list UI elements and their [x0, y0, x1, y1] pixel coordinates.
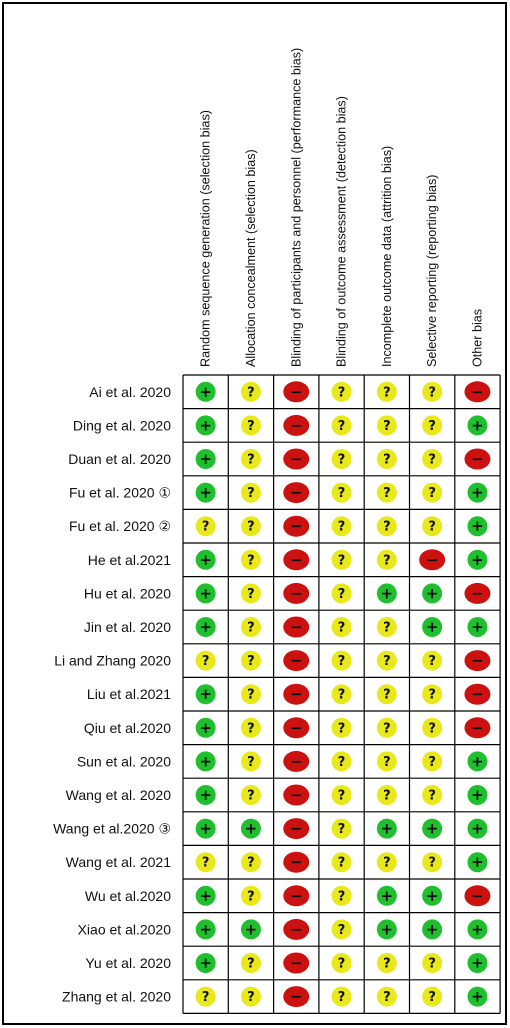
unclear-risk-symbol: ? [383, 721, 391, 737]
study-label: Sun et al. 2020 [76, 753, 171, 770]
rating-unclear-mark [241, 651, 261, 671]
unclear-risk-symbol: ? [383, 452, 391, 468]
rating-low-mark [377, 919, 397, 939]
rating-low-mark [467, 819, 487, 839]
rating-unclear-mark [332, 550, 352, 570]
high-risk-symbol: − [289, 483, 303, 502]
rating-unclear-mark [422, 684, 442, 704]
rating-unclear-mark [377, 415, 397, 435]
rating-low-mark [377, 583, 397, 603]
rating-unclear-mark [241, 617, 261, 637]
rating-unclear-mark [241, 415, 261, 435]
rating-unclear-mark [332, 516, 352, 536]
low-risk-symbol: + [244, 819, 258, 838]
unclear-risk-symbol: ? [428, 519, 436, 535]
rating-low-mark [467, 550, 487, 570]
rating-unclear-mark [241, 550, 261, 570]
rating-low-mark [467, 415, 487, 435]
low-risk-symbol: + [199, 954, 212, 972]
rating-low-mark [467, 919, 487, 939]
rating-unclear-mark [377, 987, 397, 1007]
high-risk-symbol: − [471, 382, 484, 401]
rating-unclear-mark [196, 852, 216, 872]
high-risk-symbol: − [471, 584, 484, 603]
unclear-risk-symbol: ? [383, 385, 391, 401]
unclear-risk-symbol: ? [247, 385, 255, 401]
unclear-risk-symbol: ? [247, 687, 255, 703]
rating-unclear-mark [241, 684, 261, 704]
unclear-risk-symbol: ? [247, 990, 255, 1006]
rating-low-mark [467, 751, 487, 771]
low-risk-symbol: + [471, 819, 484, 838]
rating-high-mark [283, 449, 309, 470]
study-label: Li and Zhang 2020 [54, 652, 171, 669]
high-risk-symbol: − [289, 752, 303, 771]
study-label: Ai et al. 2020 [89, 383, 171, 400]
unclear-risk-symbol: ? [383, 687, 391, 703]
unclear-risk-symbol: ? [337, 788, 346, 804]
low-risk-symbol: + [471, 987, 484, 1006]
rating-low-mark [467, 987, 487, 1007]
study-label: Fu et al. 2020 ② [68, 518, 171, 535]
unclear-risk-symbol: ? [383, 990, 391, 1006]
rating-high-mark [283, 650, 309, 671]
rating-unclear-mark [422, 718, 442, 738]
rating-high-mark [283, 381, 309, 402]
unclear-risk-symbol: ? [337, 385, 346, 401]
unclear-risk-symbol: ? [247, 889, 255, 905]
unclear-risk-symbol: ? [247, 452, 255, 468]
low-risk-symbol: + [380, 886, 394, 905]
rating-low-mark [196, 382, 216, 402]
rating-unclear-mark [377, 718, 397, 738]
low-risk-symbol: + [425, 618, 439, 636]
high-risk-symbol: − [289, 618, 303, 636]
column-header-3: Blinding of participants and personnel (performance bias) [289, 47, 304, 367]
rating-unclear-mark [196, 516, 216, 536]
rating-unclear-mark [422, 785, 442, 805]
study-label: Zhang et al. 2020 [62, 988, 171, 1005]
rating-high-mark [283, 482, 309, 503]
study-label: Ding et al. 2020 [72, 417, 171, 434]
rating-high-mark [464, 449, 490, 470]
rating-high-mark [283, 516, 309, 537]
low-risk-symbol: + [380, 819, 394, 838]
high-risk-symbol: − [289, 550, 303, 569]
unclear-risk-symbol: ? [337, 889, 346, 905]
high-risk-symbol: − [289, 853, 303, 872]
rating-unclear-mark [422, 953, 442, 973]
rating-unclear-mark [241, 483, 261, 503]
unclear-risk-symbol: ? [247, 486, 255, 502]
unclear-risk-symbol: ? [337, 721, 346, 737]
study-label: Wang et al. 2021 [65, 854, 171, 871]
rating-high-mark [464, 583, 490, 604]
unclear-risk-symbol: ? [428, 956, 436, 972]
rating-unclear-mark [422, 449, 442, 469]
unclear-risk-symbol: ? [201, 519, 210, 535]
rating-high-mark [419, 549, 445, 570]
high-risk-symbol: − [289, 416, 303, 435]
unclear-risk-symbol: ? [247, 754, 255, 770]
unclear-risk-symbol: ? [428, 721, 436, 737]
rating-low-mark [241, 919, 261, 939]
rating-unclear-mark [377, 382, 397, 402]
rating-low-mark [422, 583, 442, 603]
low-risk-symbol: + [199, 819, 212, 838]
low-risk-symbol: + [199, 618, 212, 636]
rating-unclear-mark [422, 651, 442, 671]
rating-unclear-mark [332, 819, 352, 839]
rating-low-mark [422, 617, 442, 637]
low-risk-symbol: + [471, 517, 484, 536]
low-risk-symbol: + [199, 886, 212, 905]
rating-unclear-mark [422, 382, 442, 402]
unclear-risk-symbol: ? [247, 553, 255, 569]
rating-low-mark [196, 751, 216, 771]
rating-unclear-mark [332, 617, 352, 637]
rating-unclear-mark [377, 684, 397, 704]
rating-unclear-mark [377, 751, 397, 771]
rating-unclear-mark [241, 382, 261, 402]
rating-unclear-mark [332, 886, 352, 906]
rating-low-mark [467, 617, 487, 637]
unclear-risk-symbol: ? [428, 855, 436, 871]
study-label: Qiu et al.2020 [83, 719, 171, 736]
rating-low-mark [196, 919, 216, 939]
rating-unclear-mark [377, 516, 397, 536]
rating-low-mark [467, 483, 487, 503]
high-risk-symbol: − [471, 886, 484, 905]
unclear-risk-symbol: ? [383, 553, 391, 569]
unclear-risk-symbol: ? [383, 855, 391, 871]
unclear-risk-symbol: ? [428, 788, 436, 804]
study-label: Hu et al. 2020 [83, 585, 171, 602]
study-label: Liu et al.2021 [86, 686, 171, 703]
column-header-6: Selective reporting (reporting bias) [425, 174, 440, 367]
rating-unclear-mark [196, 651, 216, 671]
rating-high-mark [464, 717, 490, 738]
rating-unclear-mark [241, 516, 261, 536]
rating-unclear-mark [332, 718, 352, 738]
rating-low-mark [377, 819, 397, 839]
low-risk-symbol: + [199, 685, 212, 704]
rating-unclear-mark [377, 449, 397, 469]
high-risk-symbol: − [289, 786, 303, 804]
high-risk-symbol: − [289, 584, 303, 603]
low-risk-symbol: + [199, 786, 212, 804]
high-risk-symbol: − [471, 450, 484, 468]
unclear-risk-symbol: ? [383, 654, 391, 670]
unclear-risk-symbol: ? [247, 788, 255, 804]
rating-unclear-mark [241, 718, 261, 738]
study-label: Fu et al. 2020 ① [68, 484, 171, 501]
high-risk-symbol: − [289, 987, 303, 1006]
unclear-risk-symbol: ? [428, 486, 436, 502]
high-risk-symbol: − [289, 920, 303, 939]
high-risk-symbol: − [289, 886, 303, 905]
rating-low-mark [196, 953, 216, 973]
rating-high-mark [283, 617, 309, 638]
rating-high-mark [283, 785, 309, 806]
unclear-risk-symbol: ? [428, 990, 436, 1006]
rating-unclear-mark [332, 415, 352, 435]
high-risk-symbol: − [471, 685, 484, 704]
high-risk-symbol: − [471, 718, 484, 737]
low-risk-symbol: + [471, 920, 484, 939]
unclear-risk-symbol: ? [247, 654, 255, 670]
column-header-4: Blinding of outcome assessment (detection bias) [334, 96, 349, 367]
rating-low-mark [467, 785, 487, 805]
low-risk-symbol: + [425, 584, 439, 603]
unclear-risk-symbol: ? [247, 620, 255, 636]
rating-low-mark [467, 953, 487, 973]
low-risk-symbol: + [471, 752, 484, 771]
rating-low-mark [196, 785, 216, 805]
rating-low-mark [196, 617, 216, 637]
rating-unclear-mark [241, 583, 261, 603]
unclear-risk-symbol: ? [383, 788, 391, 804]
rating-unclear-mark [422, 751, 442, 771]
rating-low-mark [196, 483, 216, 503]
rating-unclear-mark [241, 987, 261, 1007]
unclear-risk-symbol: ? [428, 687, 436, 703]
rating-high-mark [464, 684, 490, 705]
rating-low-mark [467, 852, 487, 872]
unclear-risk-symbol: ? [201, 855, 210, 871]
rating-unclear-mark [241, 785, 261, 805]
low-risk-symbol: + [425, 920, 439, 939]
rating-high-mark [283, 751, 309, 772]
unclear-risk-symbol: ? [383, 956, 391, 972]
unclear-risk-symbol: ? [337, 754, 346, 770]
low-risk-symbol: + [199, 752, 212, 771]
low-risk-symbol: + [471, 786, 484, 804]
rating-low-mark [196, 415, 216, 435]
low-risk-symbol: + [199, 450, 212, 468]
rating-unclear-mark [332, 785, 352, 805]
rating-high-mark [283, 852, 309, 873]
rating-unclear-mark [332, 852, 352, 872]
rating-low-mark [196, 819, 216, 839]
rating-unclear-mark [196, 987, 216, 1007]
rating-unclear-mark [332, 751, 352, 771]
rating-high-mark [464, 381, 490, 402]
unclear-risk-symbol: ? [383, 620, 391, 636]
unclear-risk-symbol: ? [428, 452, 436, 468]
column-header-5: Incomplete outcome data (attrition bias) [379, 145, 394, 367]
rating-unclear-mark [332, 987, 352, 1007]
low-risk-symbol: + [471, 618, 484, 636]
rating-high-mark [283, 953, 309, 974]
unclear-risk-symbol: ? [428, 385, 436, 401]
unclear-risk-symbol: ? [383, 418, 391, 434]
rating-unclear-mark [332, 684, 352, 704]
rating-high-mark [283, 717, 309, 738]
unclear-risk-symbol: ? [247, 721, 255, 737]
rating-unclear-mark [332, 953, 352, 973]
low-risk-symbol: + [199, 920, 212, 939]
rating-unclear-mark [332, 651, 352, 671]
unclear-risk-symbol: ? [201, 990, 210, 1006]
unclear-risk-symbol: ? [247, 586, 255, 602]
rating-unclear-mark [422, 987, 442, 1007]
unclear-risk-symbol: ? [337, 855, 346, 871]
high-risk-symbol: − [289, 954, 303, 972]
rating-unclear-mark [377, 483, 397, 503]
study-label: Wang et al.2020 ③ [53, 820, 171, 837]
unclear-risk-symbol: ? [337, 822, 346, 838]
rating-unclear-mark [241, 953, 261, 973]
low-risk-symbol: + [425, 819, 439, 838]
low-risk-symbol: + [199, 584, 212, 603]
unclear-risk-symbol: ? [247, 956, 255, 972]
rating-unclear-mark [377, 617, 397, 637]
rating-low-mark [196, 718, 216, 738]
rating-low-mark [196, 583, 216, 603]
rating-unclear-mark [422, 415, 442, 435]
unclear-risk-symbol: ? [337, 922, 346, 938]
column-header-7: Other bias [470, 308, 485, 367]
high-risk-symbol: − [289, 517, 303, 536]
low-risk-symbol: + [199, 550, 212, 569]
low-risk-symbol: + [199, 718, 212, 737]
rating-high-mark [283, 583, 309, 604]
rating-high-mark [283, 919, 309, 940]
rating-unclear-mark [241, 886, 261, 906]
high-risk-symbol: − [289, 685, 303, 704]
unclear-risk-symbol: ? [337, 418, 346, 434]
unclear-risk-symbol: ? [337, 553, 346, 569]
rating-unclear-mark [422, 483, 442, 503]
low-risk-symbol: + [471, 416, 484, 435]
study-label: Wu et al.2020 [84, 887, 171, 904]
low-risk-symbol: + [199, 416, 212, 435]
unclear-risk-symbol: ? [201, 654, 210, 670]
high-risk-symbol: − [471, 651, 484, 670]
rating-low-mark [467, 516, 487, 536]
unclear-risk-symbol: ? [383, 486, 391, 502]
rating-unclear-mark [422, 852, 442, 872]
low-risk-symbol: + [471, 853, 484, 872]
low-risk-symbol: + [471, 954, 484, 972]
rating-high-mark [283, 986, 309, 1007]
high-risk-symbol: − [425, 550, 439, 569]
rating-low-mark [196, 886, 216, 906]
unclear-risk-symbol: ? [337, 452, 346, 468]
unclear-risk-symbol: ? [428, 418, 436, 434]
rating-high-mark [283, 818, 309, 839]
study-label: Yu et al. 2020 [85, 955, 171, 971]
rating-unclear-mark [332, 583, 352, 603]
unclear-risk-symbol: ? [383, 519, 391, 535]
rating-low-mark [196, 449, 216, 469]
unclear-risk-symbol: ? [247, 519, 255, 535]
rating-unclear-mark [332, 483, 352, 503]
high-risk-symbol: − [289, 718, 303, 737]
unclear-risk-symbol: ? [428, 654, 436, 670]
rating-unclear-mark [241, 852, 261, 872]
rating-low-mark [241, 819, 261, 839]
rating-unclear-mark [332, 382, 352, 402]
unclear-risk-symbol: ? [337, 586, 346, 602]
column-header-1: Random sequence generation (selection bias) [198, 110, 213, 367]
low-risk-symbol: + [471, 483, 484, 502]
rating-unclear-mark [332, 449, 352, 469]
column-header-2: Allocation concealment (selection bias) [243, 149, 258, 367]
study-label: He et al.2021 [87, 551, 171, 568]
rating-high-mark [283, 684, 309, 705]
unclear-risk-symbol: ? [428, 754, 436, 770]
study-label: Duan et al. 2020 [68, 451, 171, 467]
high-risk-symbol: − [289, 651, 303, 670]
rating-low-mark [377, 886, 397, 906]
low-risk-symbol: + [199, 382, 212, 401]
study-label: Jin et al. 2020 [83, 619, 171, 635]
rating-low-mark [196, 684, 216, 704]
unclear-risk-symbol: ? [337, 486, 346, 502]
rating-unclear-mark [241, 751, 261, 771]
rating-low-mark [422, 886, 442, 906]
high-risk-symbol: − [289, 819, 303, 838]
rating-unclear-mark [377, 550, 397, 570]
rating-low-mark [422, 819, 442, 839]
rating-high-mark [283, 415, 309, 436]
rating-high-mark [464, 885, 490, 906]
low-risk-symbol: + [380, 584, 394, 603]
rating-unclear-mark [377, 852, 397, 872]
low-risk-symbol: + [380, 920, 394, 939]
low-risk-symbol: + [425, 886, 439, 905]
low-risk-symbol: + [244, 920, 258, 939]
high-risk-symbol: − [289, 382, 303, 401]
rating-high-mark [283, 885, 309, 906]
rating-high-mark [464, 650, 490, 671]
rating-unclear-mark [241, 449, 261, 469]
high-risk-symbol: − [289, 450, 303, 468]
unclear-risk-symbol: ? [337, 687, 346, 703]
rating-low-mark [422, 919, 442, 939]
unclear-risk-symbol: ? [337, 654, 346, 670]
rating-unclear-mark [422, 516, 442, 536]
unclear-risk-symbol: ? [337, 620, 346, 636]
rating-unclear-mark [332, 919, 352, 939]
study-label: Wang et al. 2020 [65, 787, 171, 803]
low-risk-symbol: + [199, 483, 212, 502]
low-risk-symbol: + [471, 550, 484, 569]
unclear-risk-symbol: ? [337, 956, 346, 972]
unclear-risk-symbol: ? [337, 990, 346, 1006]
study-label: Xiao et al.2020 [77, 921, 171, 938]
unclear-risk-symbol: ? [383, 754, 391, 770]
unclear-risk-symbol: ? [337, 519, 346, 535]
unclear-risk-symbol: ? [247, 855, 255, 871]
rating-high-mark [283, 549, 309, 570]
rating-unclear-mark [377, 785, 397, 805]
rating-unclear-mark [377, 953, 397, 973]
rating-unclear-mark [377, 651, 397, 671]
rating-low-mark [196, 550, 216, 570]
unclear-risk-symbol: ? [247, 418, 255, 434]
